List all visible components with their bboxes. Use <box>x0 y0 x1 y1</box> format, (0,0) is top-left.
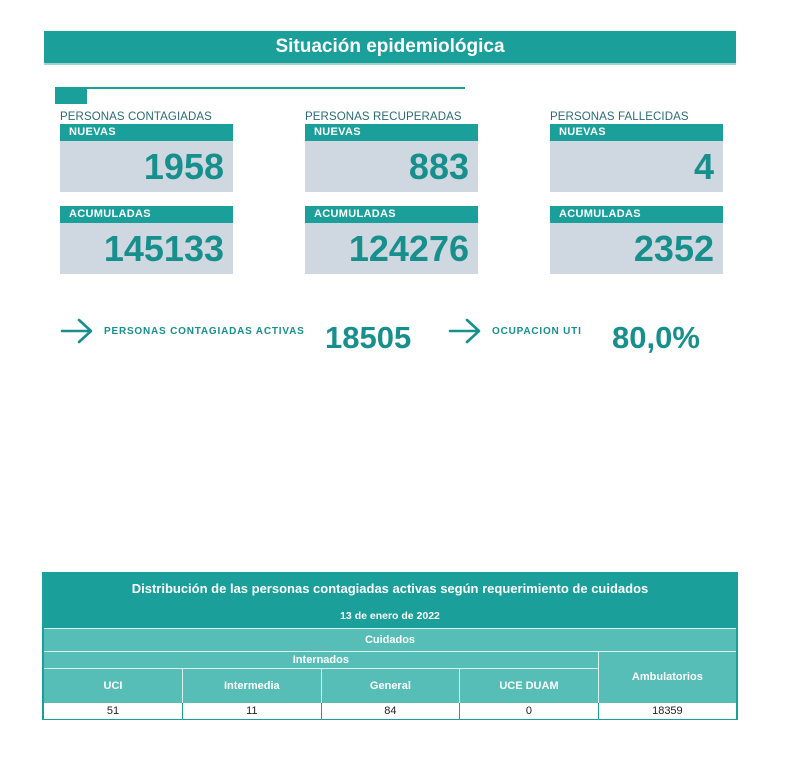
cell-general: 84 <box>321 703 460 719</box>
indicator-label: OCUPACION UTI <box>492 325 582 337</box>
card-acumuladas <box>305 206 478 274</box>
card-value: 883 <box>305 141 478 192</box>
header-general: General <box>321 669 460 703</box>
indicator-value: 18505 <box>325 320 412 355</box>
distribution-title: Distribución de las personas contagiadas activas según requerimiento de cuidados <box>131 581 649 596</box>
card-value: 124276 <box>305 223 478 274</box>
distribution-date: 13 de enero de 2022 <box>340 610 440 622</box>
card-header: ACUMULADAS <box>550 206 723 223</box>
header-uci: UCI <box>44 669 182 703</box>
page-title: Situación epidemiológica <box>44 31 736 65</box>
card-header: NUEVAS <box>550 124 723 141</box>
header-intermedia: Intermedia <box>182 669 321 703</box>
arrow-right-icon <box>60 318 94 344</box>
arrow-right-icon <box>448 318 482 344</box>
header-cuidados: Cuidados <box>44 629 736 652</box>
group-contagiadas <box>60 110 235 288</box>
table-row <box>44 703 736 719</box>
card-header: ACUMULADAS <box>60 206 233 223</box>
card-nuevas <box>550 124 723 192</box>
card-header: ACUMULADAS <box>305 206 478 223</box>
header-ambulatorios: Ambulatorios <box>598 652 736 703</box>
header-uce-duam: UCE DUAM <box>460 669 599 703</box>
indicator-uti <box>448 318 582 344</box>
group-label: PERSONAS CONTAGIADAS <box>60 111 212 123</box>
card-acumuladas <box>550 206 723 274</box>
card-nuevas <box>305 124 478 192</box>
group-fallecidas <box>550 110 725 288</box>
cell-ambulatorios: 18359 <box>598 703 736 719</box>
cell-uce-duam: 0 <box>460 703 599 719</box>
card-nuevas <box>60 124 233 192</box>
card-value: 1958 <box>60 141 233 192</box>
card-value: 2352 <box>550 223 723 274</box>
indicator-label: PERSONAS CONTAGIADAS ACTIVAS <box>104 325 305 337</box>
card-header: NUEVAS <box>305 124 478 141</box>
distribution-table <box>44 628 736 719</box>
card-acumuladas <box>60 206 233 274</box>
indicator-activas <box>60 318 305 344</box>
card-value: 145133 <box>60 223 233 274</box>
card-value: 4 <box>550 141 723 192</box>
header-internados: Internados <box>44 652 598 669</box>
accent-block <box>55 87 87 104</box>
group-label: PERSONAS RECUPERADAS <box>305 111 462 123</box>
group-label: PERSONAS FALLECIDAS <box>550 111 689 123</box>
cell-uci: 51 <box>44 703 182 719</box>
distribution-panel <box>42 572 738 720</box>
group-recuperadas <box>305 110 480 288</box>
cell-intermedia: 11 <box>182 703 321 719</box>
card-header: NUEVAS <box>60 124 233 141</box>
accent-line <box>55 87 465 89</box>
indicator-value: 80,0% <box>612 320 700 355</box>
